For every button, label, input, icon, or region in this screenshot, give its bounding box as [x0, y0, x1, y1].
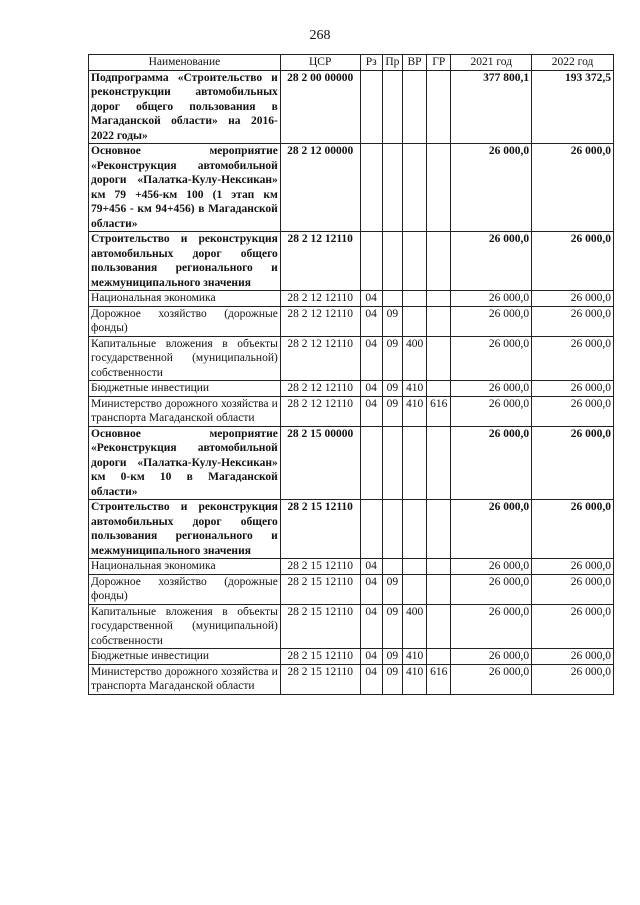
header-rz: Рз: [360, 55, 382, 71]
row-csr-cell: 28 2 12 12110: [280, 381, 360, 397]
row-pr-cell: 09: [382, 664, 402, 694]
row-csr-cell: 28 2 00 00000: [280, 70, 360, 144]
row-gr-cell: 616: [427, 664, 451, 694]
row-pr-cell: [382, 232, 402, 291]
row-2021-cell: 26 000,0: [451, 604, 532, 649]
table-row: [89, 144, 614, 232]
row-name-cell: Национальная экономика: [89, 559, 281, 575]
row-pr-cell: [382, 559, 402, 575]
row-pr-cell: 09: [382, 574, 402, 604]
row-pr-cell: [382, 144, 402, 232]
row-rz-cell: 04: [360, 649, 382, 665]
table-row: [89, 664, 614, 694]
row-csr-cell: 28 2 15 12110: [280, 649, 360, 665]
row-2022-cell: 26 000,0: [532, 306, 614, 336]
row-vr-cell: 410: [402, 649, 426, 665]
table-row: [89, 649, 614, 665]
row-rz-cell: [360, 500, 382, 559]
row-rz-cell: 04: [360, 604, 382, 649]
row-2022-cell: 26 000,0: [532, 381, 614, 397]
row-name-cell: Дорожное хозяйство (дорожные фонды): [89, 306, 281, 336]
table-row: [89, 336, 614, 381]
row-gr-cell: [427, 426, 451, 500]
row-vr-cell: [402, 232, 426, 291]
row-csr-cell: 28 2 15 00000: [280, 426, 360, 500]
row-rz-cell: [360, 426, 382, 500]
row-rz-cell: [360, 70, 382, 144]
row-gr-cell: [427, 604, 451, 649]
row-2022-cell: 26 000,0: [532, 426, 614, 500]
row-gr-cell: [427, 500, 451, 559]
row-2021-cell: 26 000,0: [451, 144, 532, 232]
row-vr-cell: 410: [402, 381, 426, 397]
row-csr-cell: 28 2 12 12110: [280, 336, 360, 381]
row-gr-cell: [427, 232, 451, 291]
row-2021-cell: 26 000,0: [451, 664, 532, 694]
row-rz-cell: 04: [360, 336, 382, 381]
header-gr: ГР: [427, 55, 451, 71]
row-pr-cell: 09: [382, 649, 402, 665]
row-pr-cell: [382, 291, 402, 307]
table-row: [89, 306, 614, 336]
row-name-cell: Основное мероприятие «Реконструкция автомобильной дороги «Палатка-Кулу-Нексикан» км 79 +456-км 100 (1 этап км 79+456 - км 94+456) в Магаданской области»: [89, 144, 281, 232]
row-pr-cell: 09: [382, 396, 402, 426]
row-2022-cell: 26 000,0: [532, 664, 614, 694]
table-row: [89, 604, 614, 649]
row-csr-cell: 28 2 15 12110: [280, 559, 360, 575]
row-gr-cell: [427, 306, 451, 336]
table-row: [89, 232, 614, 291]
row-rz-cell: [360, 232, 382, 291]
row-csr-cell: 28 2 15 12110: [280, 664, 360, 694]
row-csr-cell: 28 2 12 12110: [280, 291, 360, 307]
row-csr-cell: 28 2 12 12110: [280, 306, 360, 336]
row-rz-cell: 04: [360, 381, 382, 397]
row-csr-cell: 28 2 12 00000: [280, 144, 360, 232]
row-vr-cell: [402, 306, 426, 336]
row-2022-cell: 26 000,0: [532, 396, 614, 426]
row-rz-cell: 04: [360, 559, 382, 575]
row-name-cell: Строительство и реконструкция автомобильных дорог общего пользования регионального и межмуниципального значения: [89, 232, 281, 291]
row-vr-cell: [402, 70, 426, 144]
row-gr-cell: [427, 336, 451, 381]
row-2021-cell: 377 800,1: [451, 70, 532, 144]
row-gr-cell: 616: [427, 396, 451, 426]
row-vr-cell: [402, 426, 426, 500]
row-name-cell: Строительство и реконструкция автомобильных дорог общего пользования регионального и межмуниципального значения: [89, 500, 281, 559]
row-vr-cell: 400: [402, 604, 426, 649]
row-name-cell: Бюджетные инвестиции: [89, 381, 281, 397]
row-vr-cell: [402, 500, 426, 559]
row-2021-cell: 26 000,0: [451, 306, 532, 336]
table-body: [89, 70, 614, 694]
table-row: [89, 396, 614, 426]
row-2022-cell: 26 000,0: [532, 291, 614, 307]
table-row: [89, 574, 614, 604]
table-row: [89, 291, 614, 307]
row-name-cell: Министерство дорожного хозяйства и транспорта Магаданской области: [89, 396, 281, 426]
row-name-cell: Капитальные вложения в объекты государственной (муниципальной) собственности: [89, 336, 281, 381]
row-vr-cell: [402, 144, 426, 232]
row-2022-cell: 26 000,0: [532, 604, 614, 649]
row-vr-cell: [402, 559, 426, 575]
row-csr-cell: 28 2 12 12110: [280, 232, 360, 291]
table-row: [89, 70, 614, 144]
row-gr-cell: [427, 70, 451, 144]
row-gr-cell: [427, 559, 451, 575]
row-name-cell: Подпрограмма «Строительство и реконструкции автомобильных дорог общего пользования в Магаданской области» на 2016-2022 годы»: [89, 70, 281, 144]
row-2021-cell: 26 000,0: [451, 381, 532, 397]
row-gr-cell: [427, 381, 451, 397]
row-2022-cell: 26 000,0: [532, 144, 614, 232]
row-pr-cell: 09: [382, 306, 402, 336]
row-2022-cell: 26 000,0: [532, 574, 614, 604]
page-number: 268: [309, 28, 331, 43]
row-csr-cell: 28 2 12 12110: [280, 396, 360, 426]
row-csr-cell: 28 2 15 12110: [280, 604, 360, 649]
row-2021-cell: 26 000,0: [451, 426, 532, 500]
row-2021-cell: 26 000,0: [451, 232, 532, 291]
row-2021-cell: 26 000,0: [451, 559, 532, 575]
row-pr-cell: 09: [382, 604, 402, 649]
row-2021-cell: 26 000,0: [451, 336, 532, 381]
row-name-cell: Министерство дорожного хозяйства и транспорта Магаданской области: [89, 664, 281, 694]
header-csr: ЦСР: [280, 55, 360, 71]
row-gr-cell: [427, 291, 451, 307]
table-row: [89, 559, 614, 575]
header-vr: ВР: [402, 55, 426, 71]
row-name-cell: Бюджетные инвестиции: [89, 649, 281, 665]
header-row: [89, 55, 614, 71]
header-2022: 2022 год: [532, 55, 614, 71]
row-csr-cell: 28 2 15 12110: [280, 574, 360, 604]
row-pr-cell: [382, 426, 402, 500]
row-2021-cell: 26 000,0: [451, 649, 532, 665]
row-2022-cell: 26 000,0: [532, 232, 614, 291]
header-pr: Пр: [382, 55, 402, 71]
header-name: Наименование: [89, 55, 281, 71]
row-gr-cell: [427, 574, 451, 604]
row-csr-cell: 28 2 15 12110: [280, 500, 360, 559]
table-row: [89, 500, 614, 559]
row-name-cell: Национальная экономика: [89, 291, 281, 307]
table-header: [89, 55, 614, 71]
row-2021-cell: 26 000,0: [451, 574, 532, 604]
row-rz-cell: 04: [360, 574, 382, 604]
row-rz-cell: 04: [360, 396, 382, 426]
row-name-cell: Основное мероприятие «Реконструкция автомобильной дороги «Палатка-Кулу-Нексикан» км 0-км 10 в Магаданской области»: [89, 426, 281, 500]
table-row: [89, 426, 614, 500]
row-rz-cell: 04: [360, 664, 382, 694]
row-2021-cell: 26 000,0: [451, 291, 532, 307]
table-row: [89, 381, 614, 397]
row-pr-cell: [382, 500, 402, 559]
row-name-cell: Капитальные вложения в объекты государственной (муниципальной) собственности: [89, 604, 281, 649]
row-2022-cell: 193 372,5: [532, 70, 614, 144]
row-name-cell: Дорожное хозяйство (дорожные фонды): [89, 574, 281, 604]
row-vr-cell: 400: [402, 336, 426, 381]
header-2021: 2021 год: [451, 55, 532, 71]
row-2022-cell: 26 000,0: [532, 500, 614, 559]
row-vr-cell: [402, 291, 426, 307]
row-2022-cell: 26 000,0: [532, 336, 614, 381]
row-pr-cell: 09: [382, 381, 402, 397]
row-rz-cell: 04: [360, 291, 382, 307]
row-vr-cell: [402, 574, 426, 604]
row-2021-cell: 26 000,0: [451, 500, 532, 559]
row-2022-cell: 26 000,0: [532, 559, 614, 575]
row-pr-cell: 09: [382, 336, 402, 381]
row-2022-cell: 26 000,0: [532, 649, 614, 665]
row-vr-cell: 410: [402, 396, 426, 426]
row-2021-cell: 26 000,0: [451, 396, 532, 426]
row-pr-cell: [382, 70, 402, 144]
row-rz-cell: [360, 144, 382, 232]
row-rz-cell: 04: [360, 306, 382, 336]
budget-table: [88, 54, 614, 695]
row-gr-cell: [427, 144, 451, 232]
row-gr-cell: [427, 649, 451, 665]
row-vr-cell: 410: [402, 664, 426, 694]
